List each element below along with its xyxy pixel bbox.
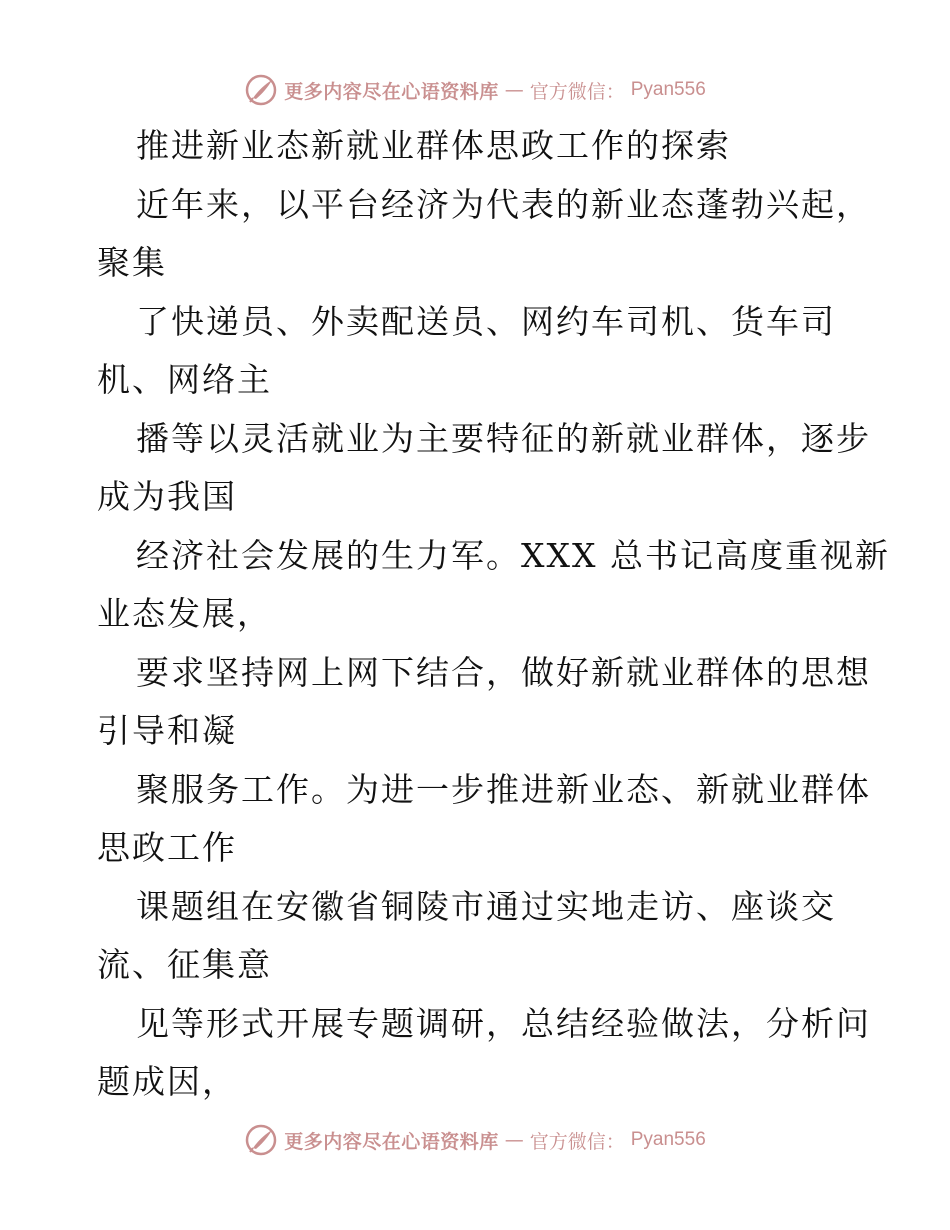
text-line: 要求坚持网上网下结合，做好新就业群体的思想 xyxy=(136,652,871,692)
text-line: 课题组在安徽省铜陵市通过实地走访、座谈交 xyxy=(136,886,836,926)
header-banner xyxy=(0,70,950,110)
text-line: 经济社会发展的生力军。XXX 总书记高度重视新 xyxy=(136,535,890,575)
feather-pen-logo-icon xyxy=(244,73,278,107)
text-line: 成为我国 xyxy=(97,477,237,516)
feather-pen-logo-icon xyxy=(244,1123,278,1157)
banner-site-name: 更多内容尽在心语资料库 xyxy=(284,80,499,103)
banner-wechat-label: 官方微信： xyxy=(529,1130,625,1153)
text-line: 播等以灵活就业为主要特征的新就业群体，逐步 xyxy=(136,418,871,458)
text-line: 业态发展， xyxy=(97,594,272,633)
text-line: 机、网络主 xyxy=(97,360,272,399)
text-line: 流、征集意 xyxy=(97,945,272,984)
text-line: 聚集 xyxy=(97,243,167,282)
banner-separator: — xyxy=(504,1129,524,1151)
text-line: 引导和凝 xyxy=(97,711,237,750)
banner-wechat-id: Pyan556 xyxy=(630,1129,706,1150)
text-line: 题成因， xyxy=(97,1062,237,1101)
text-line: 思政工作 xyxy=(97,828,237,867)
document-body xyxy=(97,117,890,1112)
text-line: 推进新业态新就业群体思政工作的探索 xyxy=(136,126,731,165)
banner-separator: — xyxy=(504,79,524,101)
text-line: 了快递员、外卖配送员、网约车司机、货车司 xyxy=(136,301,836,341)
footer-banner xyxy=(0,1120,950,1160)
banner-site-name: 更多内容尽在心语资料库 xyxy=(284,1130,499,1153)
text-line: 近年来，以平台经济为代表的新业态蓬勃兴起， xyxy=(136,184,871,224)
banner-wechat-id: Pyan556 xyxy=(630,79,706,100)
banner-wechat-label: 官方微信： xyxy=(529,80,625,103)
text-line: 聚服务工作。为进一步推进新业态、新就业群体 xyxy=(136,769,871,809)
text-line: 见等形式开展专题调研，总结经验做法，分析问 xyxy=(136,1003,871,1043)
